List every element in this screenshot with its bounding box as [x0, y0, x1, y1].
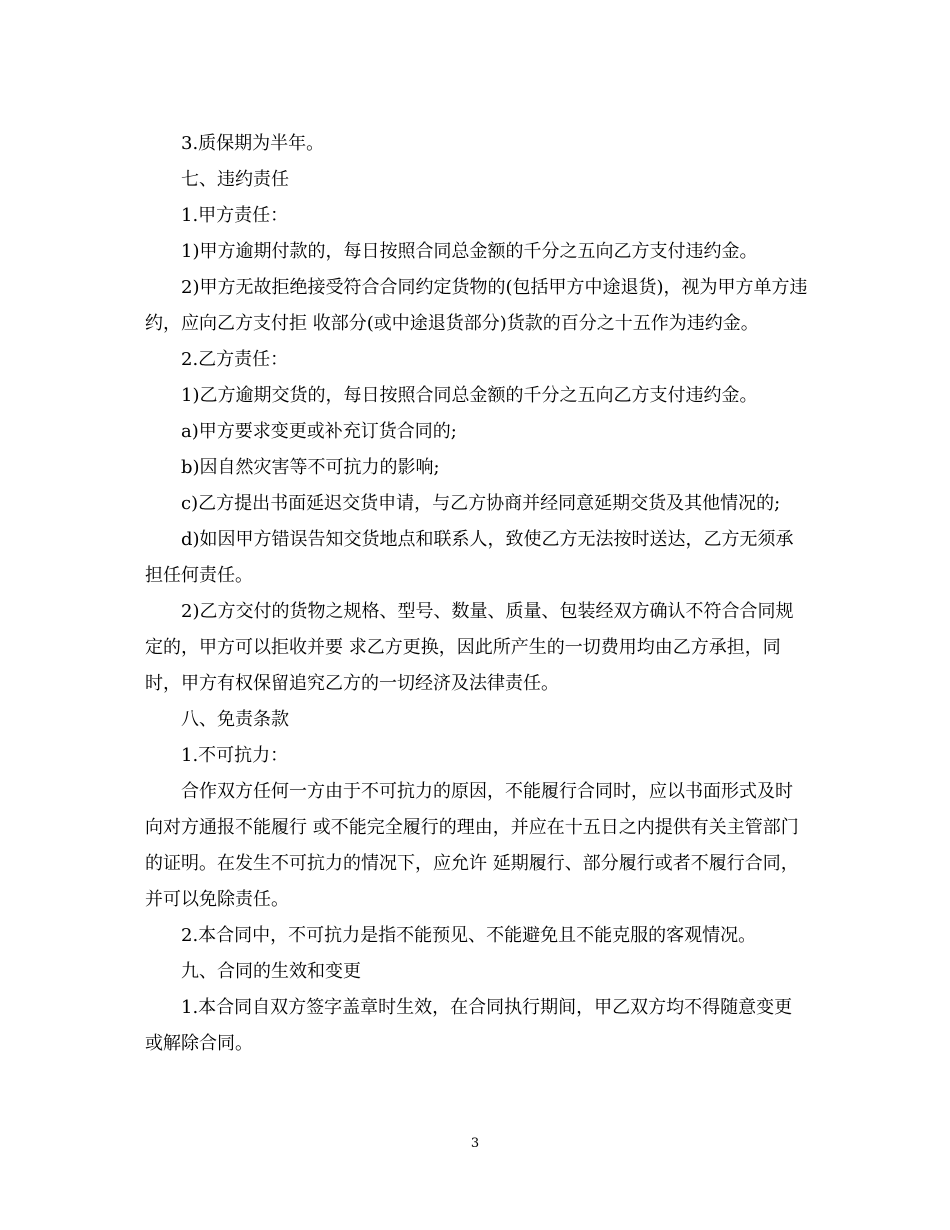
section-heading-breach-liability: 七、违约责任 [181, 169, 289, 190]
subheading-party-b-liability: 2.乙方责任： [181, 349, 289, 370]
subheading-party-a-liability: 1.甲方责任： [181, 205, 289, 226]
paragraph-party-a-refusal: 2)甲方无故拒绝接受符合合同约定货物的(包括甲方中途退货)，视为甲方单方违约，应向乙方支付拒 收部分(或中途退货部分)货款的百分之十五作为违约金。 [145, 277, 808, 334]
paragraph-force-majeure-procedure: 合作双方任何一方由于不可抗力的原因，不能履行合同时，应以书面形式及时向对方通报不能履行 或不能完全履行的理由，并应在十五日之内提供有关主管部门的证明。在发生不可抗力的情况下，应允许 延期履行、部分履行或者不履行合同，并可以免除责任。 [145, 781, 799, 910]
paragraph-party-b-late-delivery: 1)乙方逾期交货的，每日按照合同总金额的千分之五向乙方支付违约金。 [181, 385, 758, 406]
paragraph-contract-effect: 1.本合同自双方签字盖章时生效，在合同执行期间，甲乙双方均不得随意变更或解除合同。 [145, 997, 793, 1054]
paragraph-party-a-late-payment: 1)甲方逾期付款的，每日按照合同总金额的千分之五向乙方支付违约金。 [181, 241, 758, 262]
list-item-c: c)乙方提出书面延迟交货申请，与乙方协商并经同意延期交货及其他情况的; [181, 493, 781, 514]
subheading-force-majeure: 1.不可抗力： [181, 745, 289, 766]
page-number: 3 [470, 1136, 480, 1151]
paragraph-warranty-period: 3.质保期为半年。 [181, 133, 325, 154]
section-heading-effect-and-change: 九、合同的生效和变更 [181, 961, 361, 982]
list-item-a: a)甲方要求变更或补充订货合同的; [181, 421, 457, 442]
section-heading-exemption: 八、免责条款 [181, 709, 289, 730]
list-item-d: d)如因甲方错误告知交货地点和联系人，致使乙方无法按时送达，乙方无须承担任何责任。 [145, 529, 794, 586]
document-body [145, 126, 810, 1062]
paragraph-force-majeure-definition: 2.本合同中，不可抗力是指不能预见、不能避免且不能克服的客观情况。 [181, 925, 757, 946]
paragraph-party-b-nonconforming-goods: 2)乙方交付的货物之规格、型号、数量、质量、包装经双方确认不符合合同规定的，甲方可以拒收并要 求乙方更换，因此所产生的一切费用均由乙方承担，同时，甲方有权保留追究乙方的一切经济及法律责任。 [145, 601, 794, 694]
list-item-b: b)因自然灾害等不可抗力的影响; [181, 457, 440, 478]
